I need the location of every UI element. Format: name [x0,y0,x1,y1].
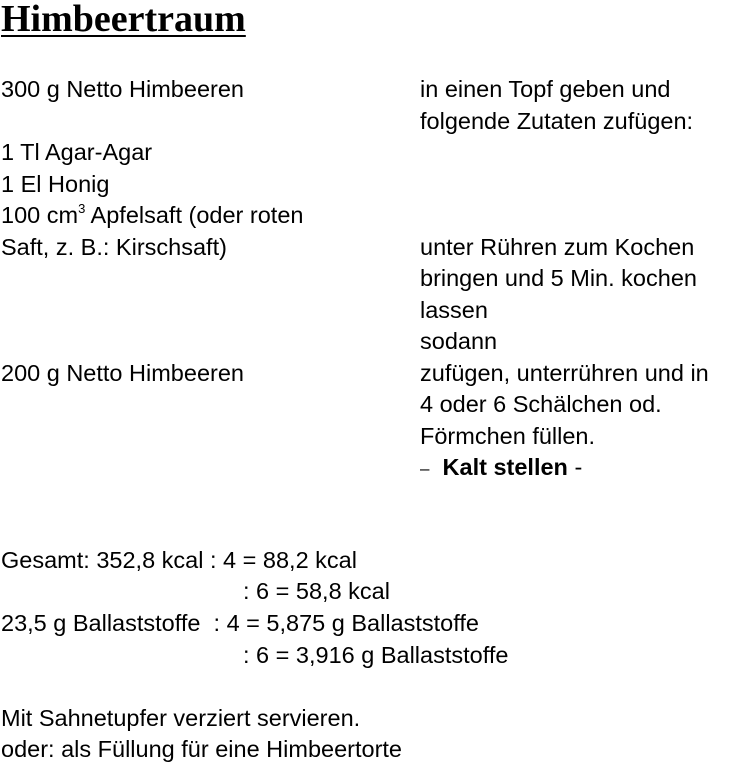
instruction-line-11: 4 oder 6 Schälchen od. [420,391,662,417]
serving-note-2: oder: als Füllung für eine Himbeertorte [1,736,403,762]
dash-left: – [420,459,430,478]
ingredient-unit: 100 cm [1,202,79,228]
serving-note-1: Mit Sahnetupfer verziert servieren. [1,705,361,731]
ingredient-line-4: 1 El Honig [1,171,110,197]
instruction-line-1: in einen Topf geben und [420,76,671,102]
instruction-line-7: bringen und 5 Min. kochen [420,265,697,291]
ingredient-line-10: 200 g Netto Himbeeren [1,360,244,386]
superscript-3: 3 [78,201,86,216]
nutrition-kcal-6: : 6 = 58,8 kcal [243,578,390,604]
instruction-line-10: zufügen, unterrühren und in [420,360,709,386]
recipe-title: Himbeertraum [1,0,246,40]
ingredient-line-1: 300 g Netto Himbeeren [1,76,244,102]
cold-label: Kalt stellen [442,454,568,480]
ingredient-rest: Apfelsaft (oder roten [85,202,304,228]
nutrition-fiber-6: : 6 = 3,916 g Ballaststoffe [243,642,509,668]
instruction-line-6: unter Rühren zum Kochen [420,234,695,260]
nutrition-kcal-total: Gesamt: 352,8 kcal : 4 = 88,2 kcal [1,547,357,573]
instruction-line-9: sodann [420,328,498,354]
instruction-line-12: Förmchen füllen. [420,423,596,449]
ingredient-line-5 [1,201,304,228]
cold-instruction [420,456,582,480]
ingredient-line-3: 1 Tl Agar-Agar [1,139,153,165]
instruction-line-8: lassen [420,297,488,323]
nutrition-fiber-total: 23,5 g Ballaststoffe : 4 = 5,875 g Ballaststoffe [1,610,479,636]
dash-right: - [574,454,583,480]
ingredient-line-6: Saft, z. B.: Kirschsaft) [1,234,227,260]
instruction-line-2: folgende Zutaten zufügen: [420,108,694,134]
